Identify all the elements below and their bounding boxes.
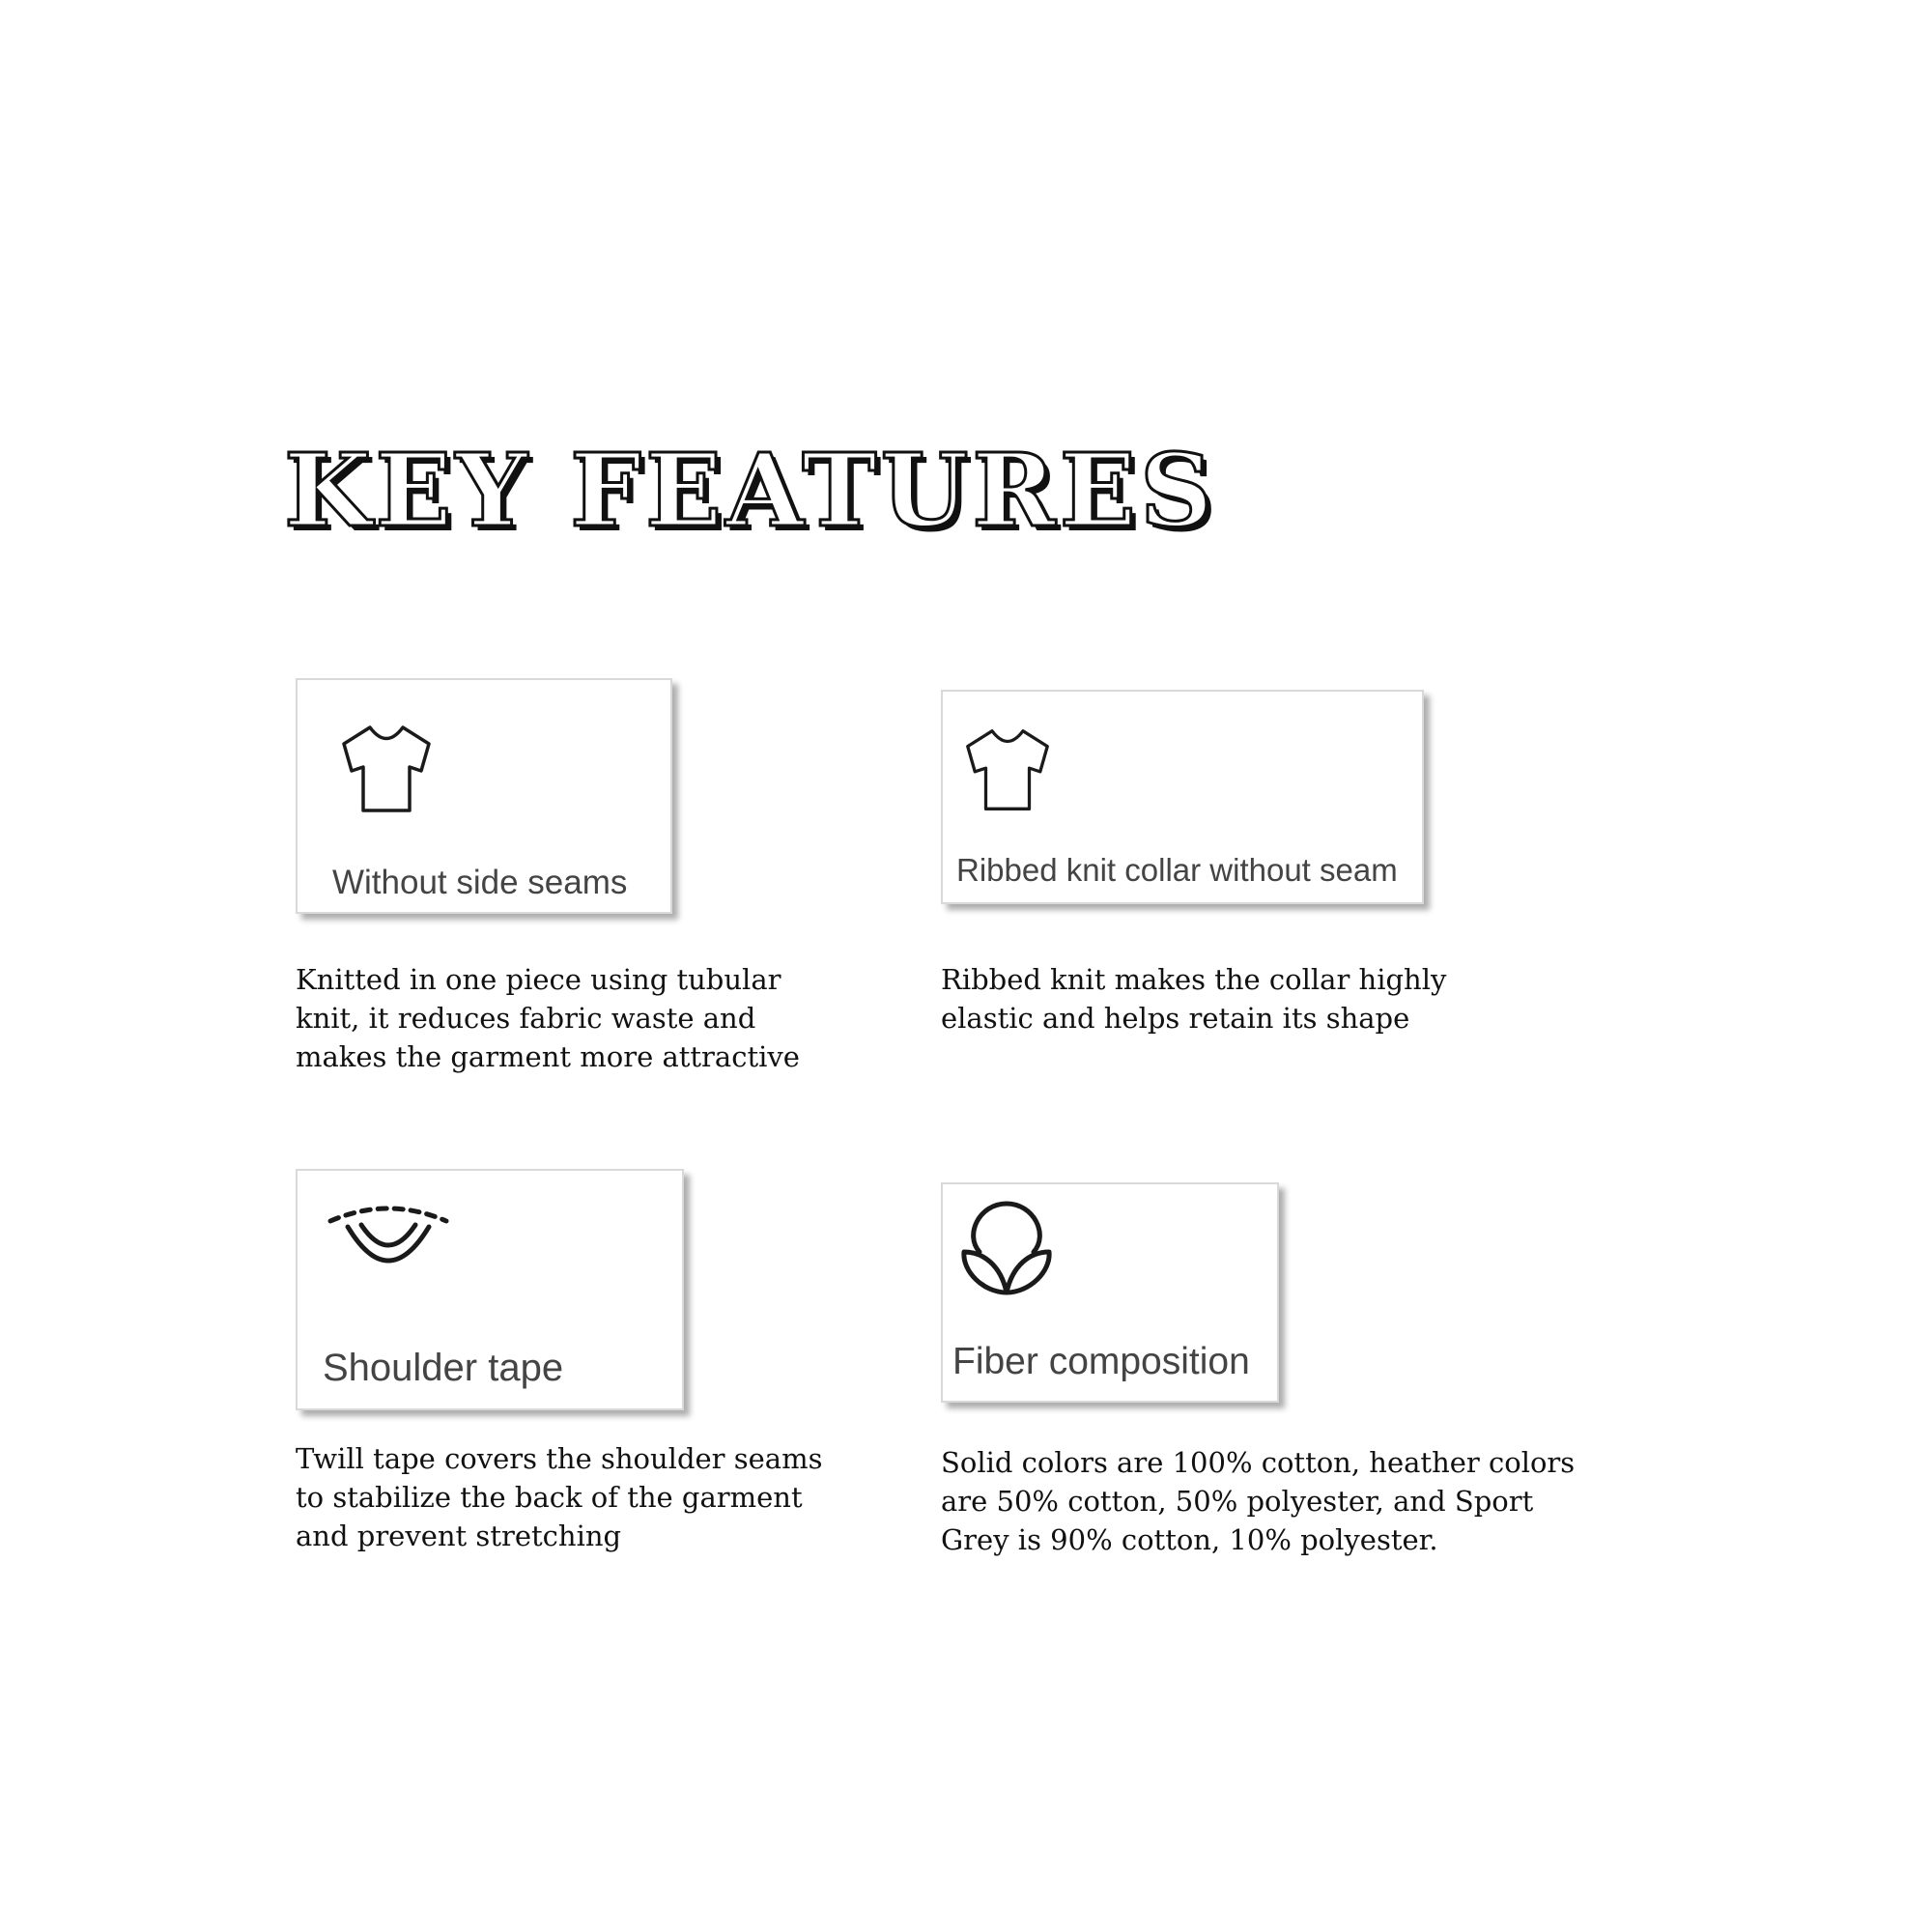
feature-label: Fiber composition — [952, 1341, 1250, 1382]
description-line: Solid colors are 100% cotton, heather colors — [941, 1446, 1576, 1479]
feature-label: Ribbed knit collar without seam — [956, 852, 1398, 888]
feature-label: Without side seams — [332, 864, 628, 901]
feature-description — [941, 960, 1446, 1037]
description-line: Ribbed knit makes the collar highly — [941, 963, 1447, 996]
description-line: knit, it reduces fabric waste and — [296, 1002, 756, 1035]
feature-card-without-side-seams — [296, 678, 672, 914]
page-title: KEY FEATURES — [284, 431, 1217, 550]
description-line: to stabilize the back of the garment — [296, 1481, 803, 1514]
feature-label: Shoulder tape — [323, 1347, 564, 1389]
feature-card-shoulder-tape — [296, 1169, 684, 1410]
shoulder-tape-icon — [321, 1200, 456, 1287]
feature-card-ribbed-knit-collar — [941, 690, 1424, 904]
cotton-boll-icon — [958, 1200, 1055, 1300]
feature-description — [296, 1439, 822, 1555]
description-line: and prevent stretching — [296, 1520, 622, 1552]
description-line: makes the garment more attractive — [296, 1040, 800, 1073]
t-shirt-icon — [962, 726, 1053, 813]
description-line: elastic and helps retain its shape — [941, 1002, 1410, 1035]
description-line: Grey is 90% cotton, 10% polyester. — [941, 1523, 1438, 1556]
feature-description — [941, 1443, 1575, 1559]
feature-card-fiber-composition — [941, 1182, 1279, 1403]
feature-description — [296, 960, 800, 1076]
description-line: Knitted in one piece using tubular — [296, 963, 781, 996]
description-line: are 50% cotton, 50% polyester, and Sport — [941, 1485, 1534, 1518]
t-shirt-icon — [338, 723, 435, 815]
description-line: Twill tape covers the shoulder seams — [296, 1442, 823, 1475]
